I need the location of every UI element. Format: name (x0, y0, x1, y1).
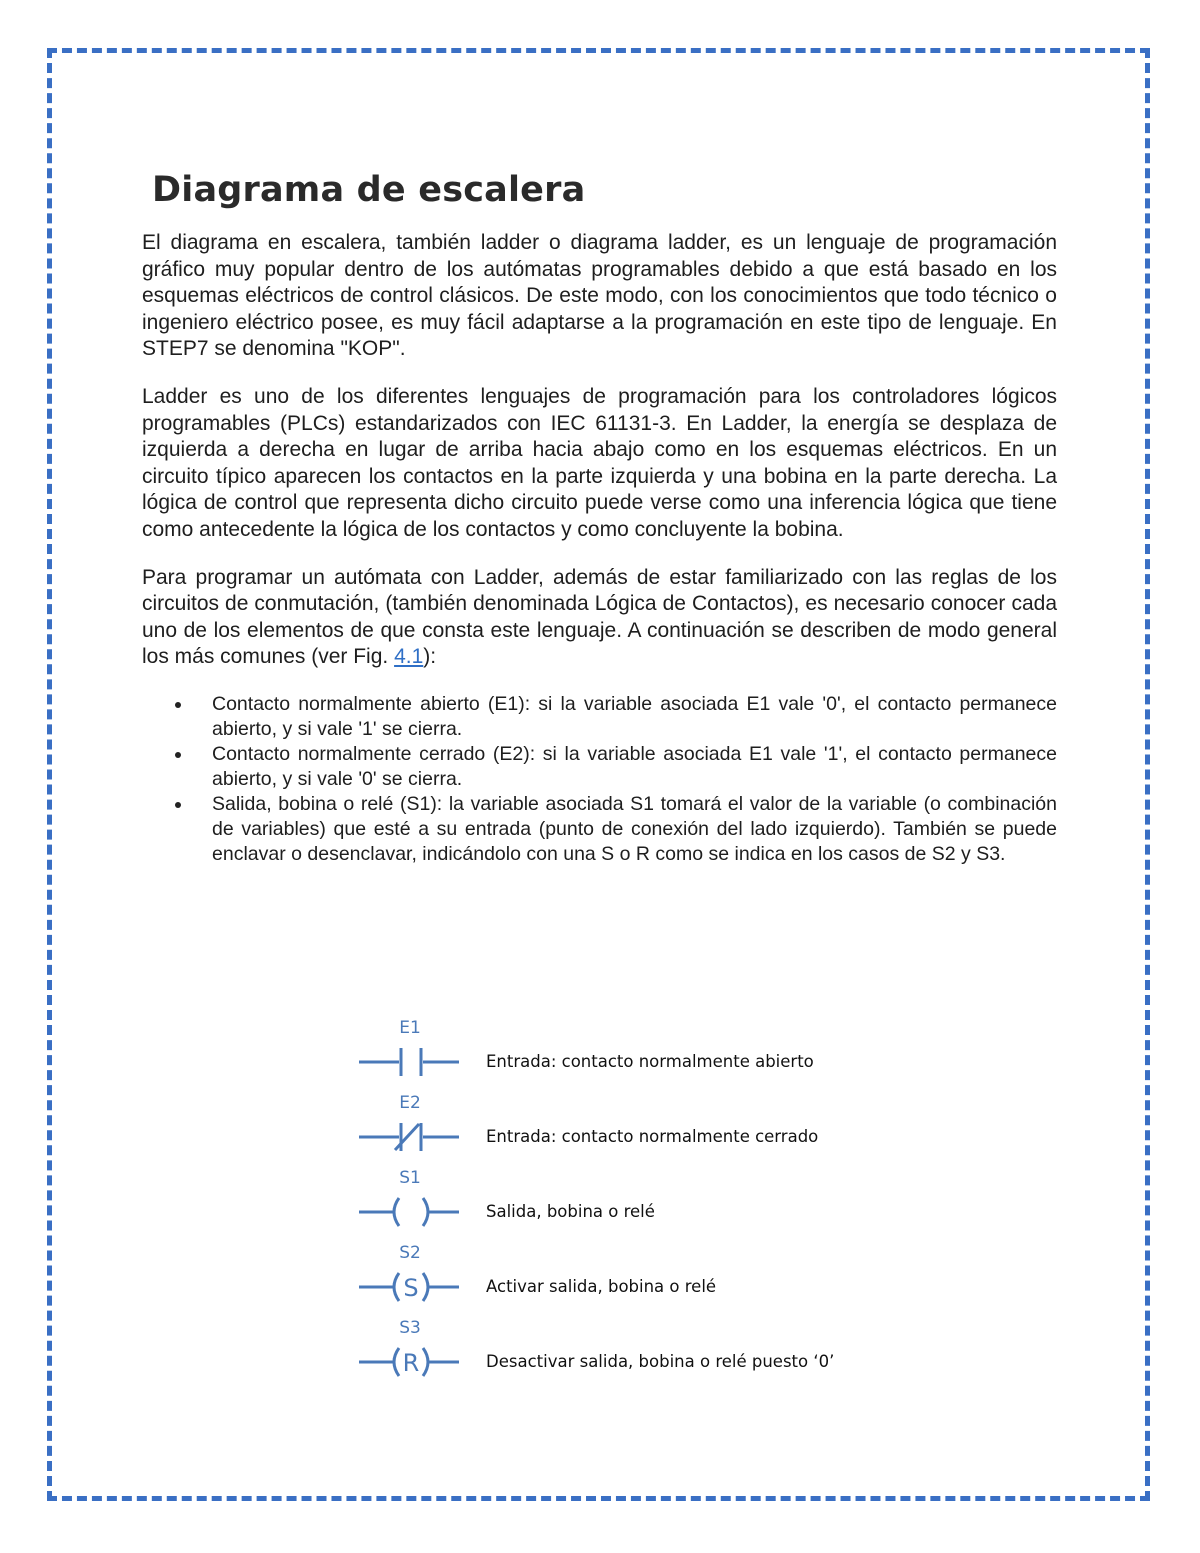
list-item (142, 692, 1057, 742)
symbol-e2 (355, 1093, 465, 1163)
symbol-description: Entrada: contacto normalmente abierto (486, 1052, 814, 1071)
symbol-s1 (355, 1168, 465, 1238)
list-item-text: Salida, bobina o relé (S1): la variable asociada S1 tomará el valor de la variable (o combinación de variables) que esté a su entrada (punto de conexión del lado izquierdo). También se puede enclavar o desenclavar, indicándolo con una S o R como se indica en los casos de S2 y S3. (212, 792, 1057, 865)
bullet-icon (175, 702, 181, 708)
paragraph-3 (142, 565, 1057, 671)
paragraph-3-text: Para programar un autómata con Ladder, además de estar familiarizado con las reglas de los circuitos de conmutación, (también denominada Lógica de Contactos), es necesario conocer cada uno de los elementos de que consta este lenguaje. A continuación se describen de modo general los más comunes (ver Fig. (142, 565, 1057, 669)
bullet-icon (175, 802, 181, 808)
document-body (142, 170, 1057, 867)
document-title: Diagrama de escalera (152, 170, 586, 210)
symbol-description: Entrada: contacto normalmente cerrado (486, 1127, 819, 1146)
legend-row-e1 (355, 1018, 875, 1093)
bullet-list (142, 692, 1057, 867)
list-item (142, 792, 1057, 867)
symbol-label: E2 (399, 1093, 421, 1113)
closed-contact-icon (355, 1117, 465, 1157)
symbol-description: Activar salida, bobina o relé (486, 1277, 717, 1296)
coil-icon (355, 1192, 465, 1232)
coil-letter: S (403, 1274, 419, 1302)
legend-row-s3 (355, 1318, 875, 1393)
coil-letter: R (402, 1349, 420, 1377)
paragraph-2: Ladder es uno de los diferentes lenguajes de programación para los controladores lógicos programables (PLCs) estandarizados con IEC 61131-3. En Ladder, la energía se desplaza de izquierda a derecha en lugar de arriba hacia abajo como en los esquemas eléctricos. En un circuito típico aparecen los contactos en la parte izquierda y una bobina en la parte derecha. La lógica de control que representa dicho circuito puede verse como una inferencia lógica que tiene como antecedente la lógica de los contactos y como concluyente la bobina. (142, 384, 1057, 541)
symbol-label: E1 (399, 1018, 421, 1038)
open-contact-icon (355, 1042, 465, 1082)
ladder-symbol-legend (355, 1018, 875, 1393)
list-item-text: Contacto normalmente abierto (E1): si la variable asociada E1 vale '0', el contacto permanece abierto, y si vale '1' se cierra. (212, 692, 1057, 740)
symbol-description: Desactivar salida, bobina o relé puesto ‘0’ (486, 1352, 835, 1371)
bullet-icon (175, 752, 181, 758)
legend-row-s2 (355, 1243, 875, 1318)
legend-row-e2 (355, 1093, 875, 1168)
list-item-text: Contacto normalmente cerrado (E2): si la variable asociada E1 vale '1', el contacto permanece abierto, y si vale '0' se cierra. (212, 742, 1057, 790)
figure-link[interactable]: 4.1 (394, 645, 424, 669)
symbol-e1 (355, 1018, 465, 1088)
symbol-label: S3 (399, 1318, 421, 1338)
list-item (142, 742, 1057, 792)
symbol-s3 (355, 1318, 465, 1388)
symbol-label: S2 (399, 1243, 421, 1263)
reset-coil-icon (355, 1342, 465, 1382)
paragraph-3-text-end: ): (423, 645, 437, 669)
symbol-description: Salida, bobina o relé (486, 1202, 655, 1221)
symbol-label: S1 (399, 1168, 421, 1188)
paragraph-1: El diagrama en escalera, también ladder o diagrama ladder, es un lenguaje de programación gráfico muy popular dentro de los autómatas programables debido a que está basado en los esquemas eléctricos de control clásicos. De este modo, con los conocimientos que todo técnico o ingeniero eléctrico posee, es muy fácil adaptarse a la programación en este tipo de lenguaje. En STEP7 se denomina "KOP". (142, 231, 1057, 361)
set-coil-icon (355, 1267, 465, 1307)
legend-row-s1 (355, 1168, 875, 1243)
symbol-s2 (355, 1243, 465, 1313)
